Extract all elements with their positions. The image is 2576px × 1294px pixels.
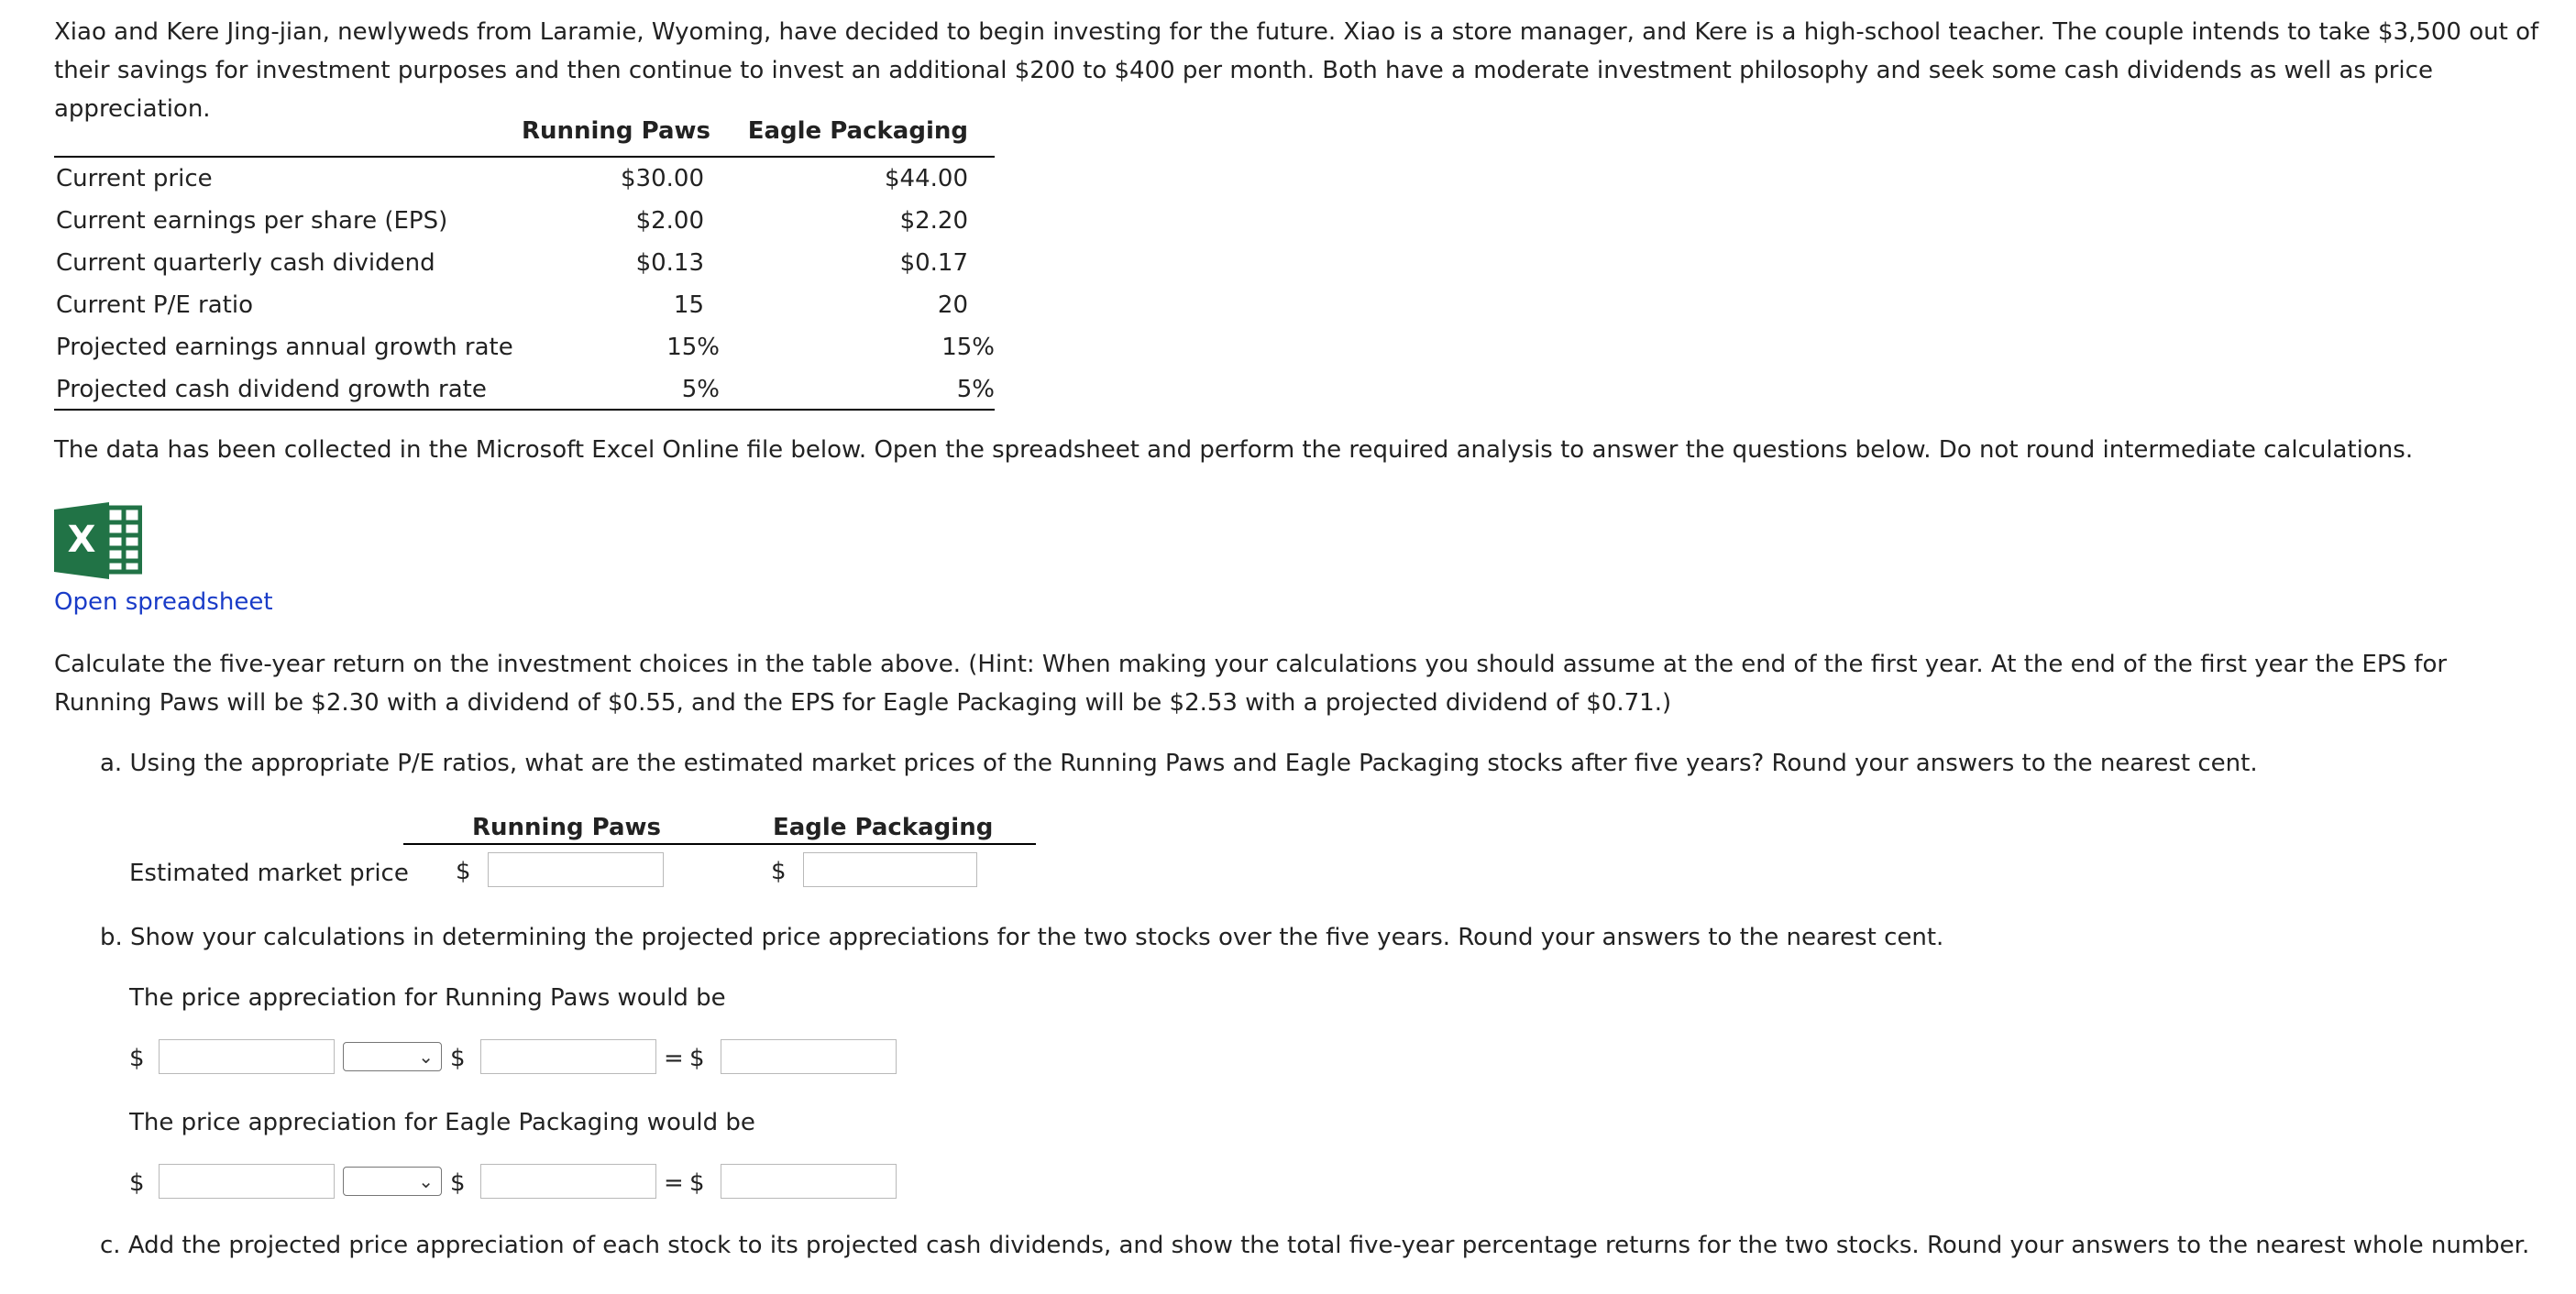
part-a-header-rule [403, 843, 1036, 845]
table-row [54, 242, 995, 284]
row-label: Projected earnings annual growth rate [56, 334, 513, 361]
rp-appreciation-label: The price appreciation for Running Paws would be [129, 984, 726, 1012]
ep-appreciation-label: The price appreciation for Eagle Packaging would be [129, 1109, 755, 1136]
intro-paragraph: Xiao and Kere Jing-jian, newlyweds from Laramie, Wyoming, have decided to begin investing for the future. Xiao is a store manager, and Kere is a high-school teacher. The couple intends to take $3,500 out of their savings for investment purposes and then continue to invest an additional $200 to $400 per month. Both have a moderate investment philosophy and seek some cash dividends as well as price appreciation. [54, 18, 2539, 123]
part-c-question: c. Add the projected price appreciation of each stock to its projected cash dividends, and show the total five-year percentage returns for the two stocks. Round your answers to the nearest whole number. [100, 1232, 2530, 1259]
col-header-eagle-packaging: Eagle Packaging [747, 117, 968, 145]
currency-symbol: $ [689, 1169, 705, 1197]
col-header-running-paws: Running Paws [521, 117, 710, 145]
currency-symbol: $ [456, 858, 471, 885]
row-label: Current earnings per share (EPS) [56, 207, 448, 235]
rp-operator-select[interactable] [343, 1042, 442, 1071]
rp-value: $2.00 [635, 207, 704, 235]
rp-market-price-input[interactable] [488, 852, 664, 887]
part-a-question: a. Using the appropriate P/E ratios, what are the estimated market prices of the Running Paws and Eagle Packaging stocks after five years? Round your answers to the nearest cent. [100, 750, 2258, 777]
chevron-down-icon: ⌄ [418, 1046, 434, 1068]
chevron-down-icon: ⌄ [418, 1170, 434, 1192]
ep-market-price-input[interactable] [803, 852, 977, 887]
table-row [54, 326, 995, 368]
ep-value: 5% [956, 376, 995, 403]
rp-value: $0.13 [635, 249, 704, 277]
excel-icon[interactable] [54, 502, 142, 579]
row-label: Current P/E ratio [56, 291, 253, 319]
estimated-market-price-label: Estimated market price [129, 860, 409, 887]
currency-symbol: $ [450, 1169, 466, 1197]
row-label: Current quarterly cash dividend [56, 249, 435, 277]
row-label: Current price [56, 165, 213, 192]
part-a-col-running-paws: Running Paws [472, 814, 662, 841]
ep-value: 15% [941, 334, 995, 361]
part-b-question: b. Show your calculations in determining the projected price appreciations for the two stocks over the five years. Round your answers to the nearest cent. [100, 924, 1944, 951]
rp-value: 15% [666, 334, 720, 361]
ep-value: $0.17 [899, 249, 968, 277]
part-a-col-eagle-packaging: Eagle Packaging [773, 814, 994, 841]
equals-sign: = [664, 1169, 684, 1197]
ep-value: $44.00 [885, 165, 968, 192]
currency-symbol: $ [129, 1045, 145, 1072]
calc-instructions: Calculate the five-year return on the investment choices in the table above. (Hint: When making your calculations you should assume at the end of the first year. At the end of the first year the EPS for Running Paws will be $2.30 with a dividend of $0.55, and the EPS for Eagle Packaging will be $2.53 with a projected dividend of $0.71.) [54, 651, 2448, 717]
ep-appreciation-input[interactable] [721, 1164, 897, 1199]
rp-value: 5% [681, 376, 720, 403]
row-label: Projected cash dividend growth rate [56, 376, 487, 403]
table-row [54, 368, 995, 411]
open-spreadsheet-link[interactable]: Open spreadsheet [54, 588, 273, 616]
equals-sign: = [664, 1045, 684, 1072]
currency-symbol: $ [771, 858, 787, 885]
ep-operator-select[interactable] [343, 1167, 442, 1196]
rp-future-price-input[interactable] [159, 1039, 335, 1074]
ep-current-price-input[interactable] [480, 1164, 656, 1199]
excel-icon-letter: X [67, 519, 96, 561]
ep-value: $2.20 [899, 207, 968, 235]
table-header [54, 117, 995, 158]
rp-appreciation-input[interactable] [721, 1039, 897, 1074]
rp-current-price-input[interactable] [480, 1039, 656, 1074]
currency-symbol: $ [689, 1045, 705, 1072]
ep-value: 20 [937, 291, 968, 319]
rp-value: $30.00 [621, 165, 704, 192]
table-row [54, 284, 995, 326]
table-row [54, 158, 995, 200]
currency-symbol: $ [450, 1045, 466, 1072]
ep-future-price-input[interactable] [159, 1164, 335, 1199]
rp-value: 15 [673, 291, 704, 319]
table-row [54, 200, 995, 242]
currency-symbol: $ [129, 1169, 145, 1197]
stock-data-table [54, 117, 995, 411]
data-note: The data has been collected in the Microsoft Excel Online file below. Open the spreadsheet and perform the required analysis to answer the questions below. Do not round intermediate calculations. [54, 436, 2414, 464]
